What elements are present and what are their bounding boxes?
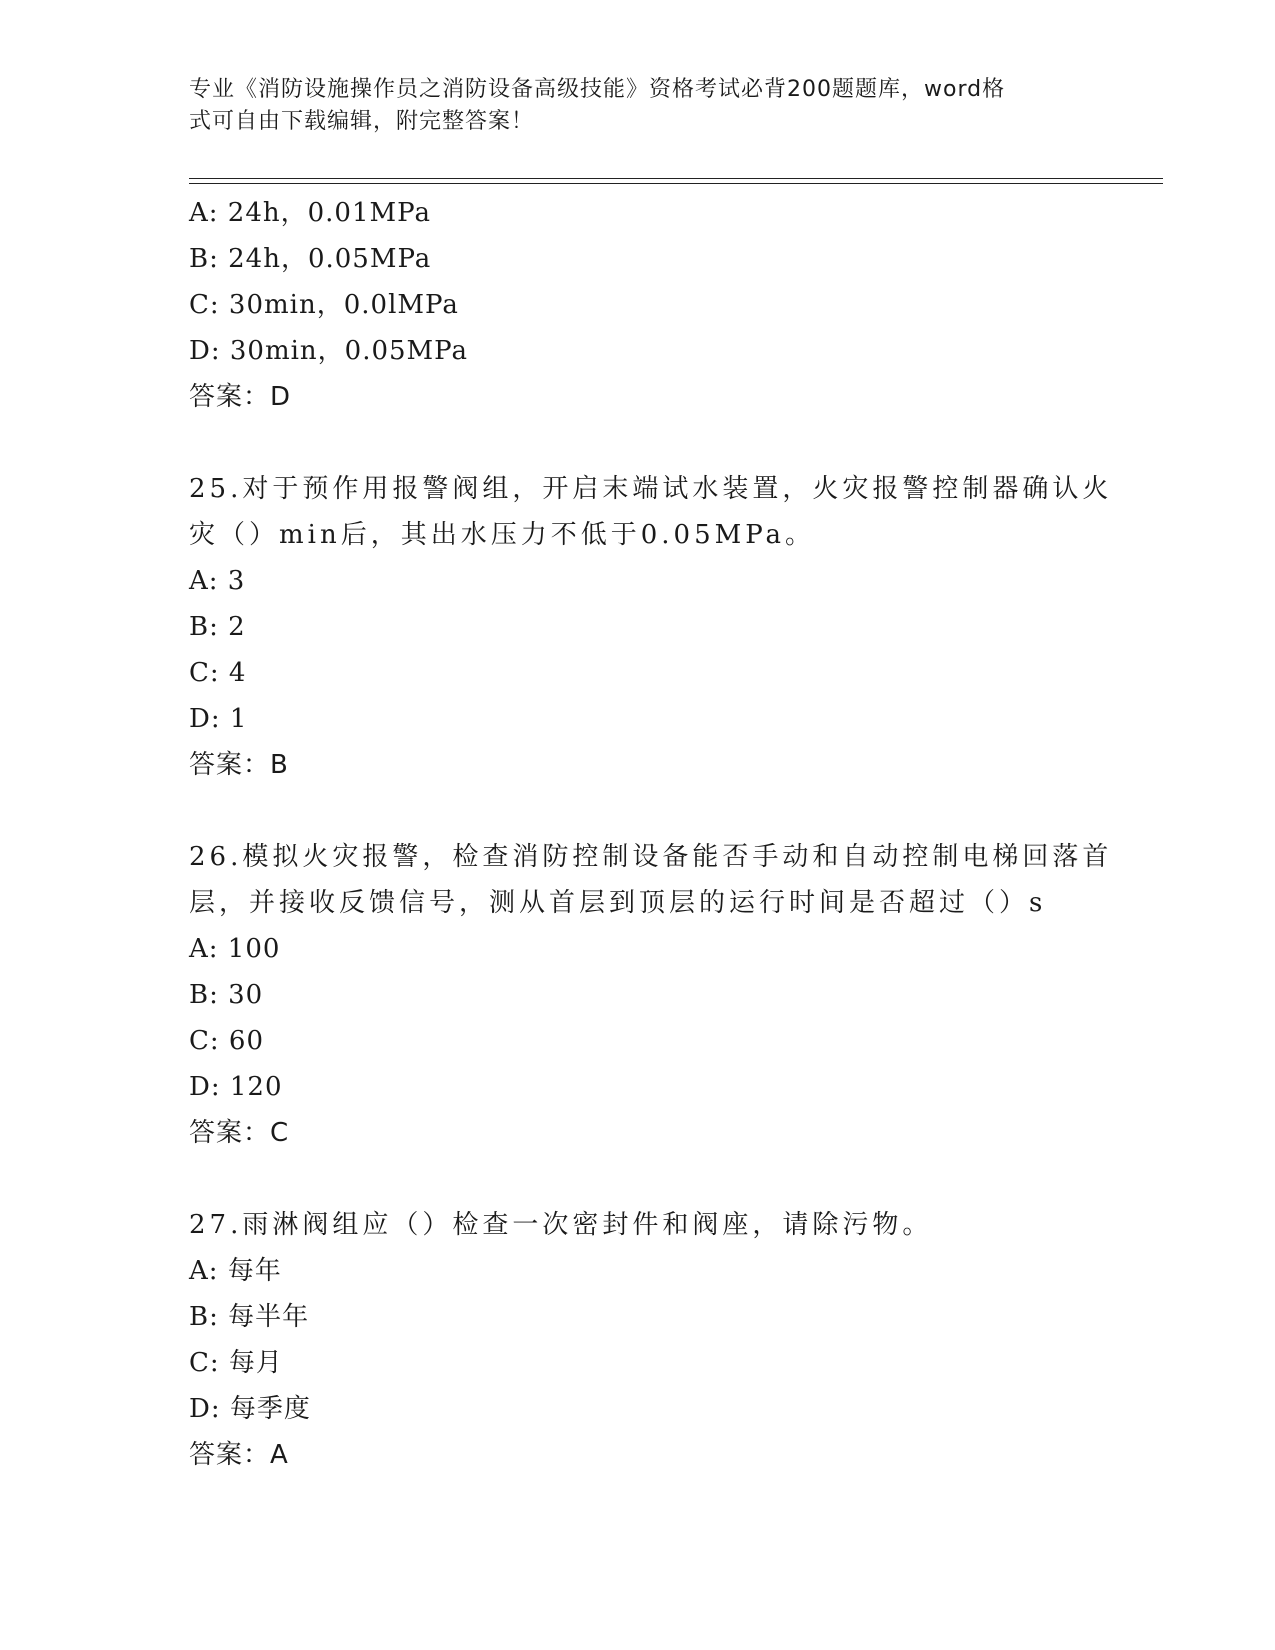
option-d: D: 每季度 bbox=[189, 1394, 311, 1424]
spacer bbox=[189, 420, 1089, 466]
header-title-line-2: 式可自由下载编辑，附完整答案！ bbox=[189, 109, 535, 134]
question-text-line-1: 26.模拟火灾报警，检查消防控制设备能否手动和自动控制电梯回落首 bbox=[189, 842, 1113, 872]
option-c: C: 每月 bbox=[189, 1348, 283, 1378]
option-a: A: 100 bbox=[189, 934, 281, 964]
option-b: B: 2 bbox=[189, 612, 246, 642]
question-list bbox=[189, 190, 1113, 1478]
option-a: A: 24h，0.01MPa bbox=[189, 198, 431, 228]
option-b: B: 每半年 bbox=[189, 1302, 310, 1332]
option-d: D: 120 bbox=[189, 1072, 283, 1102]
answer-line: 答案：C bbox=[189, 1118, 290, 1148]
option-a: A: 每年 bbox=[189, 1256, 282, 1286]
question-block-26 bbox=[189, 834, 1113, 1156]
question-text-line-1: 27.雨淋阀组应（）检查一次密封件和阀座，请除污物。 bbox=[189, 1210, 933, 1240]
document-header bbox=[189, 74, 1089, 138]
option-d: D: 30min，0.05MPa bbox=[189, 336, 469, 366]
option-c: C: 30min，0.0lMPa bbox=[189, 290, 459, 320]
option-c: C: 60 bbox=[189, 1026, 265, 1056]
header-divider bbox=[189, 178, 1163, 184]
option-a: A: 3 bbox=[189, 566, 246, 596]
option-c: C: 4 bbox=[189, 658, 247, 688]
answer-line: 答案：A bbox=[189, 1440, 289, 1470]
header-title-line-1: 专业《消防设施操作员之消防设备高级技能》资格考试必背200题题库，word格 bbox=[189, 77, 1006, 102]
question-text-line-2: 层，并接收反馈信号，测从首层到顶层的运行时间是否超过（）s bbox=[189, 888, 1047, 918]
question-block-24 bbox=[189, 190, 1089, 420]
answer-line: 答案：B bbox=[189, 750, 289, 780]
spacer bbox=[189, 788, 1089, 834]
option-b: B: 24h，0.05MPa bbox=[189, 244, 432, 274]
question-block-27 bbox=[189, 1202, 1089, 1478]
option-b: B: 30 bbox=[189, 980, 264, 1010]
question-block-25 bbox=[189, 466, 1113, 788]
option-d: D: 1 bbox=[189, 704, 248, 734]
spacer bbox=[189, 1156, 1089, 1202]
question-text-line-2: 灾（）min后，其出水压力不低于0.05MPa。 bbox=[189, 520, 816, 550]
answer-line: 答案：D bbox=[189, 382, 292, 412]
question-text-line-1: 25.对于预作用报警阀组，开启末端试水装置，火灾报警控制器确认火 bbox=[189, 474, 1113, 504]
